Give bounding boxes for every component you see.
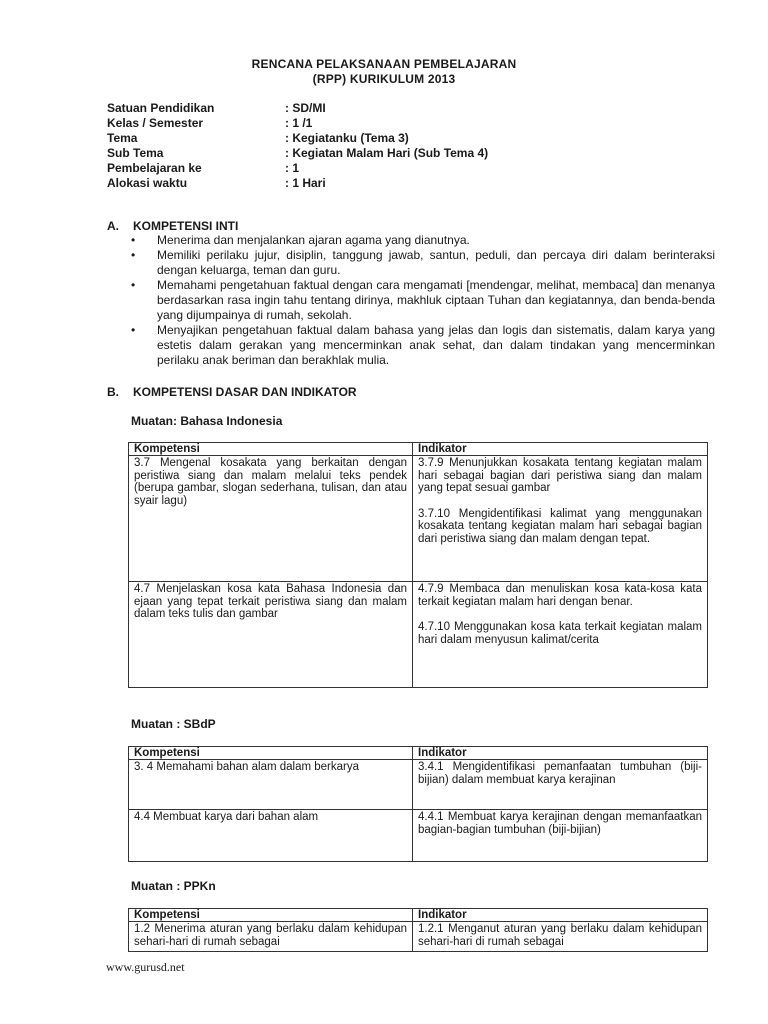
identity-row: [107, 161, 488, 176]
table-cell: 3.4.1 Mengidentifikasi pemanfaatan tumbuhan (biji-bijian) dalam membuat karya kerajinan: [413, 760, 708, 810]
table-row: [129, 760, 708, 810]
indicator-text: 4.7.10 Menggunakan kosa kata terkait kegiatan malam hari dalam menyusun kalimat/cerita: [418, 621, 702, 646]
indicator-text: 3.7.9 Menunjukkan kosakata tentang kegiatan malam hari sebagai bagian dari peristiwa siang dan malam yang tepat sesuai gambar: [418, 457, 702, 494]
table-header-row: [129, 909, 708, 922]
table-row: [129, 922, 708, 952]
identity-label: Tema: [107, 131, 138, 145]
document-subtitle: (RPP) KURIKULUM 2013: [312, 72, 456, 86]
muatan-title: Muatan : SBdP: [131, 717, 216, 731]
list-item: • Memiliki perilaku jujur, disiplin, tanggung jawab, santun, peduli, dan percaya diri dalam berinteraksi dengan keluarga, teman dan guru.: [131, 248, 715, 277]
identity-label: Satuan Pendidikan: [107, 101, 215, 115]
table-header-row: [129, 747, 708, 760]
section-title: KOMPETENSI DASAR DAN INDIKATOR: [133, 385, 357, 399]
identity-label: Pembelajaran ke: [107, 161, 202, 175]
table-cell: 4.4 Membuat karya dari bahan alam: [129, 810, 413, 862]
footer-watermark: www.gurusd.net: [106, 960, 185, 974]
indicator-text: 4.7.9 Membaca dan menuliskan kosa kata-kosa kata terkait kegiatan malam hari dengan benar.: [418, 583, 702, 608]
table-cell: 4.7 Menjelaskan kosa kata Bahasa Indonesia dan ejaan yang tepat terkait peristiwa siang dan malam dalam teks tulis dan gambar: [129, 582, 413, 688]
bullet-icon: •: [131, 278, 136, 292]
table-row: [129, 456, 708, 582]
section-b-heading: [107, 385, 357, 399]
kd-table-bahasa-indonesia: [128, 442, 708, 688]
section-letter: A.: [107, 219, 119, 233]
identity-row: [107, 101, 488, 116]
identity-label: Sub Tema: [107, 146, 164, 160]
column-header: Kompetensi: [129, 443, 413, 456]
muatan-title: Muatan : PPKn: [131, 879, 216, 893]
document-title: RENCANA PELAKSANAAN PEMBELAJARAN: [251, 57, 517, 71]
kompetensi-inti-list: [131, 233, 715, 368]
table-row: [129, 810, 708, 862]
kd-table-sbdp: [128, 746, 708, 862]
column-header: Indikator: [413, 909, 708, 922]
kd-table-ppkn: [128, 908, 708, 952]
table-row: [129, 582, 708, 688]
identity-row: [107, 116, 488, 131]
table-cell: 1.2.1 Menganut aturan yang berlaku dalam kehidupan sehari-hari di rumah sebagai: [413, 922, 708, 952]
table-cell: 3.7 Mengenal kosakata yang berkaitan dengan peristiwa siang dan malam melalui teks pendek (berupa gambar, slogan sederhana, tulisan, dan atau syair lagu): [129, 456, 413, 582]
table-cell: [413, 582, 708, 688]
identity-label: Alokasi waktu: [107, 176, 188, 190]
muatan-title: Muatan: Bahasa Indonesia: [131, 414, 283, 428]
identity-value: : 1: [285, 161, 300, 175]
list-item: • Menerima dan menjalankan ajaran agama yang dianutnya.: [131, 233, 470, 247]
identity-row: [107, 146, 488, 161]
section-letter: B.: [107, 385, 119, 399]
table-header-row: [129, 443, 708, 456]
section-title: KOMPETENSI INTI: [133, 219, 239, 233]
column-header: Indikator: [413, 747, 708, 760]
list-item: • Memahami pengetahuan faktual dengan cara mengamati [mendengar, melihat, membaca] dan menanya berdasarkan rasa ingin tahu tentang dirinya, makhluk ciptaan Tuhan dan kegiatannya, dan benda-benda yang dijumpainya di rumah, sekolah.: [131, 278, 715, 322]
identity-value: : 1 Hari: [285, 176, 326, 190]
identity-row: [107, 131, 488, 146]
identity-value: : SD/MI: [285, 101, 326, 115]
table-cell: 3. 4 Memahami bahan alam dalam berkarya: [129, 760, 413, 810]
identity-value: : Kegiatan Malam Hari (Sub Tema 4): [285, 146, 489, 160]
section-a-heading: [107, 219, 238, 233]
indicator-text: 3.7.10 Mengidentifikasi kalimat yang menggunakan kosakata tentang kegiatan malam hari sebagai bagian dari peristiwa siang dan malam dengan tepat.: [418, 507, 702, 545]
identity-label: Kelas / Semester: [107, 116, 204, 130]
list-item: • Menyajikan pengetahuan faktual dalam bahasa yang jelas dan logis dan sistematis, dalam karya yang estetis dalam gerakan yang mencerminkan anak sehat, dan dalam tindakan yang mencerminkan perilaku anak beriman dan berakhlak mulia.: [131, 323, 715, 367]
identity-value: : 1 /1: [285, 116, 313, 130]
table-cell: [413, 456, 708, 582]
table-cell: 1.2 Menerima aturan yang berlaku dalam kehidupan sehari-hari di rumah sebagai: [129, 922, 413, 952]
column-header: Indikator: [413, 443, 708, 456]
bullet-icon: •: [131, 323, 136, 337]
column-header: Kompetensi: [129, 747, 413, 760]
bullet-icon: •: [131, 248, 136, 262]
column-header: Kompetensi: [129, 909, 413, 922]
bullet-icon: •: [131, 233, 136, 247]
identity-block: [107, 101, 488, 191]
identity-value: : Kegiatanku (Tema 3): [285, 131, 409, 145]
identity-row: [107, 176, 488, 191]
table-cell: 4.4.1 Membuat karya kerajinan dengan memanfaatkan bagian-bagian tumbuhan (biji-bijian): [413, 810, 708, 862]
